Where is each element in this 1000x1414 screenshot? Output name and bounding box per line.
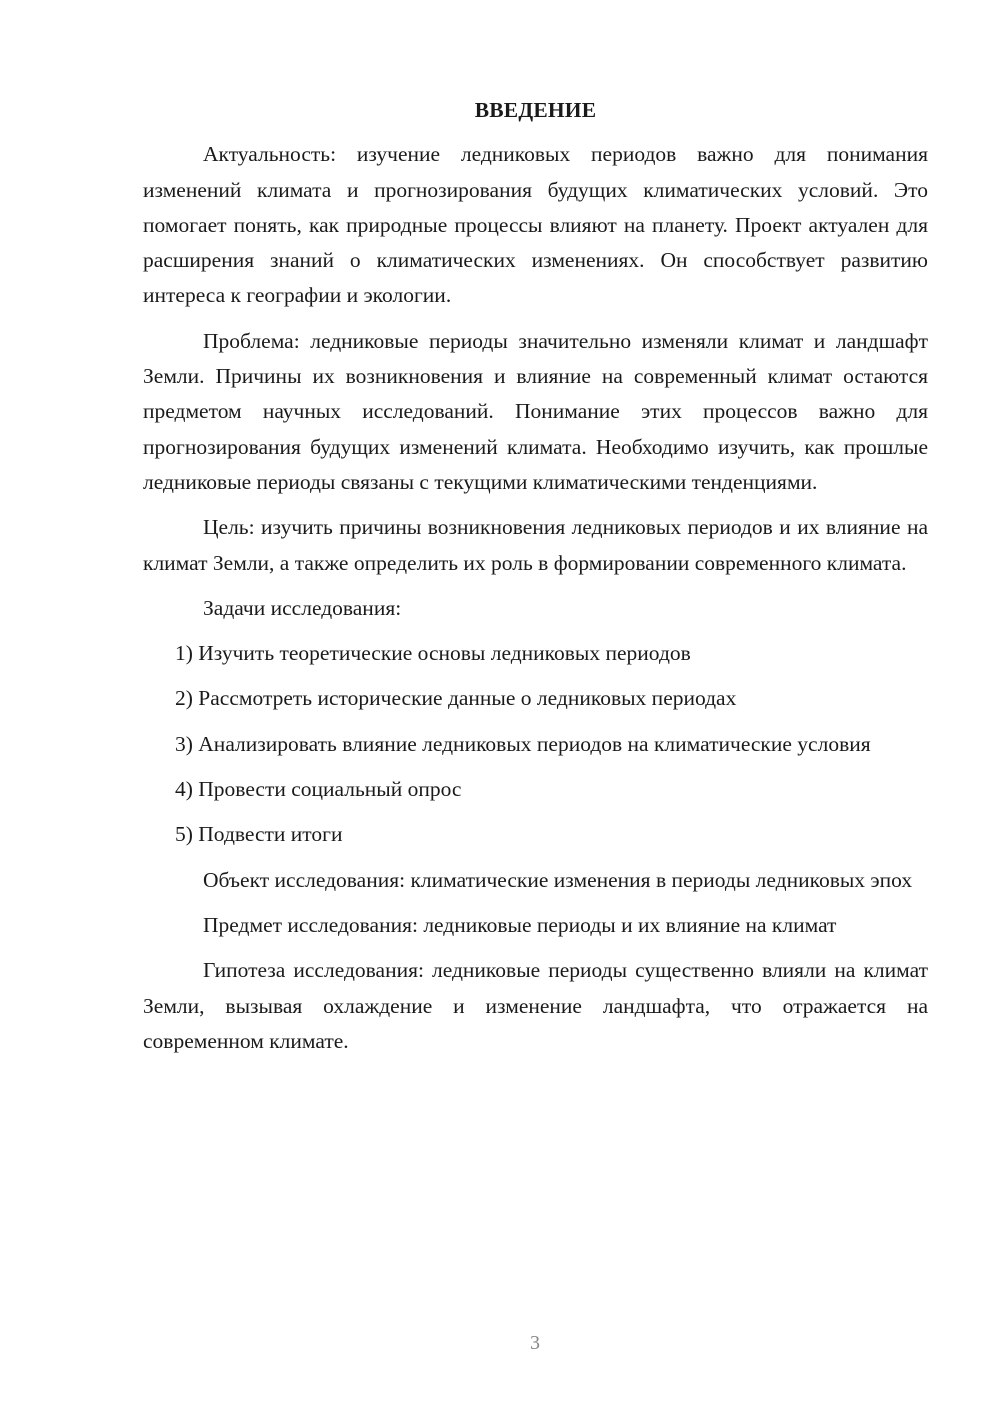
- task-item-2: 2) Рассмотреть исторические данные о ледниковых периодах: [175, 686, 737, 711]
- problem-paragraph: Проблема: ледниковые периоды значительно изменяли климат и ландшафт Земли. Причины их возникновения и влияние на современный климат остаются предметом научных исследований. Понимание этих процессов важно для прогнозирования будущих изменений климата. Необходимо изучить, как прошлые ледниковые периоды связаны с текущими климатическими тенденциями.: [143, 328, 928, 494]
- page-content: [143, 93, 928, 1069]
- task-item-1: 1) Изучить теоретические основы ледниковых периодов: [175, 641, 691, 666]
- task-item-5: 5) Подвести итоги: [175, 822, 343, 847]
- task-item-3: 3) Анализировать влияние ледниковых периодов на климатические условия: [175, 731, 871, 756]
- object-paragraph: Объект исследования: климатические изменения в периоды ледниковых эпох: [203, 867, 913, 892]
- hypothesis-paragraph: Гипотеза исследования: ледниковые периоды существенно влияли на климат Земли, вызывая охлаждение и изменение ландшафта, что отражается на современном климате.: [143, 958, 928, 1053]
- task-item-4: 4) Провести социальный опрос: [175, 777, 462, 802]
- page-number: 3: [530, 1332, 540, 1354]
- subject-paragraph: Предмет исследования: ледниковые периоды и их влияние на климат: [203, 912, 837, 937]
- tasks-heading: Задачи исследования:: [203, 595, 402, 620]
- section-title: ВВЕДЕНИЕ: [474, 98, 597, 122]
- relevance-paragraph: Актуальность: изучение ледниковых периодов важно для понимания изменений климата и прогнозирования будущих климатических условий. Это помогает понять, как природные процессы влияют на планету. Проект актуален для расширения знаний о климатических изменениях. Он способствует развитию интереса к географии и экологии.: [143, 142, 928, 308]
- goal-paragraph: Цель: изучить причины возникновения ледниковых периодов и их влияние на климат Земли, а также определить их роль в формировании современного климата.: [143, 515, 928, 575]
